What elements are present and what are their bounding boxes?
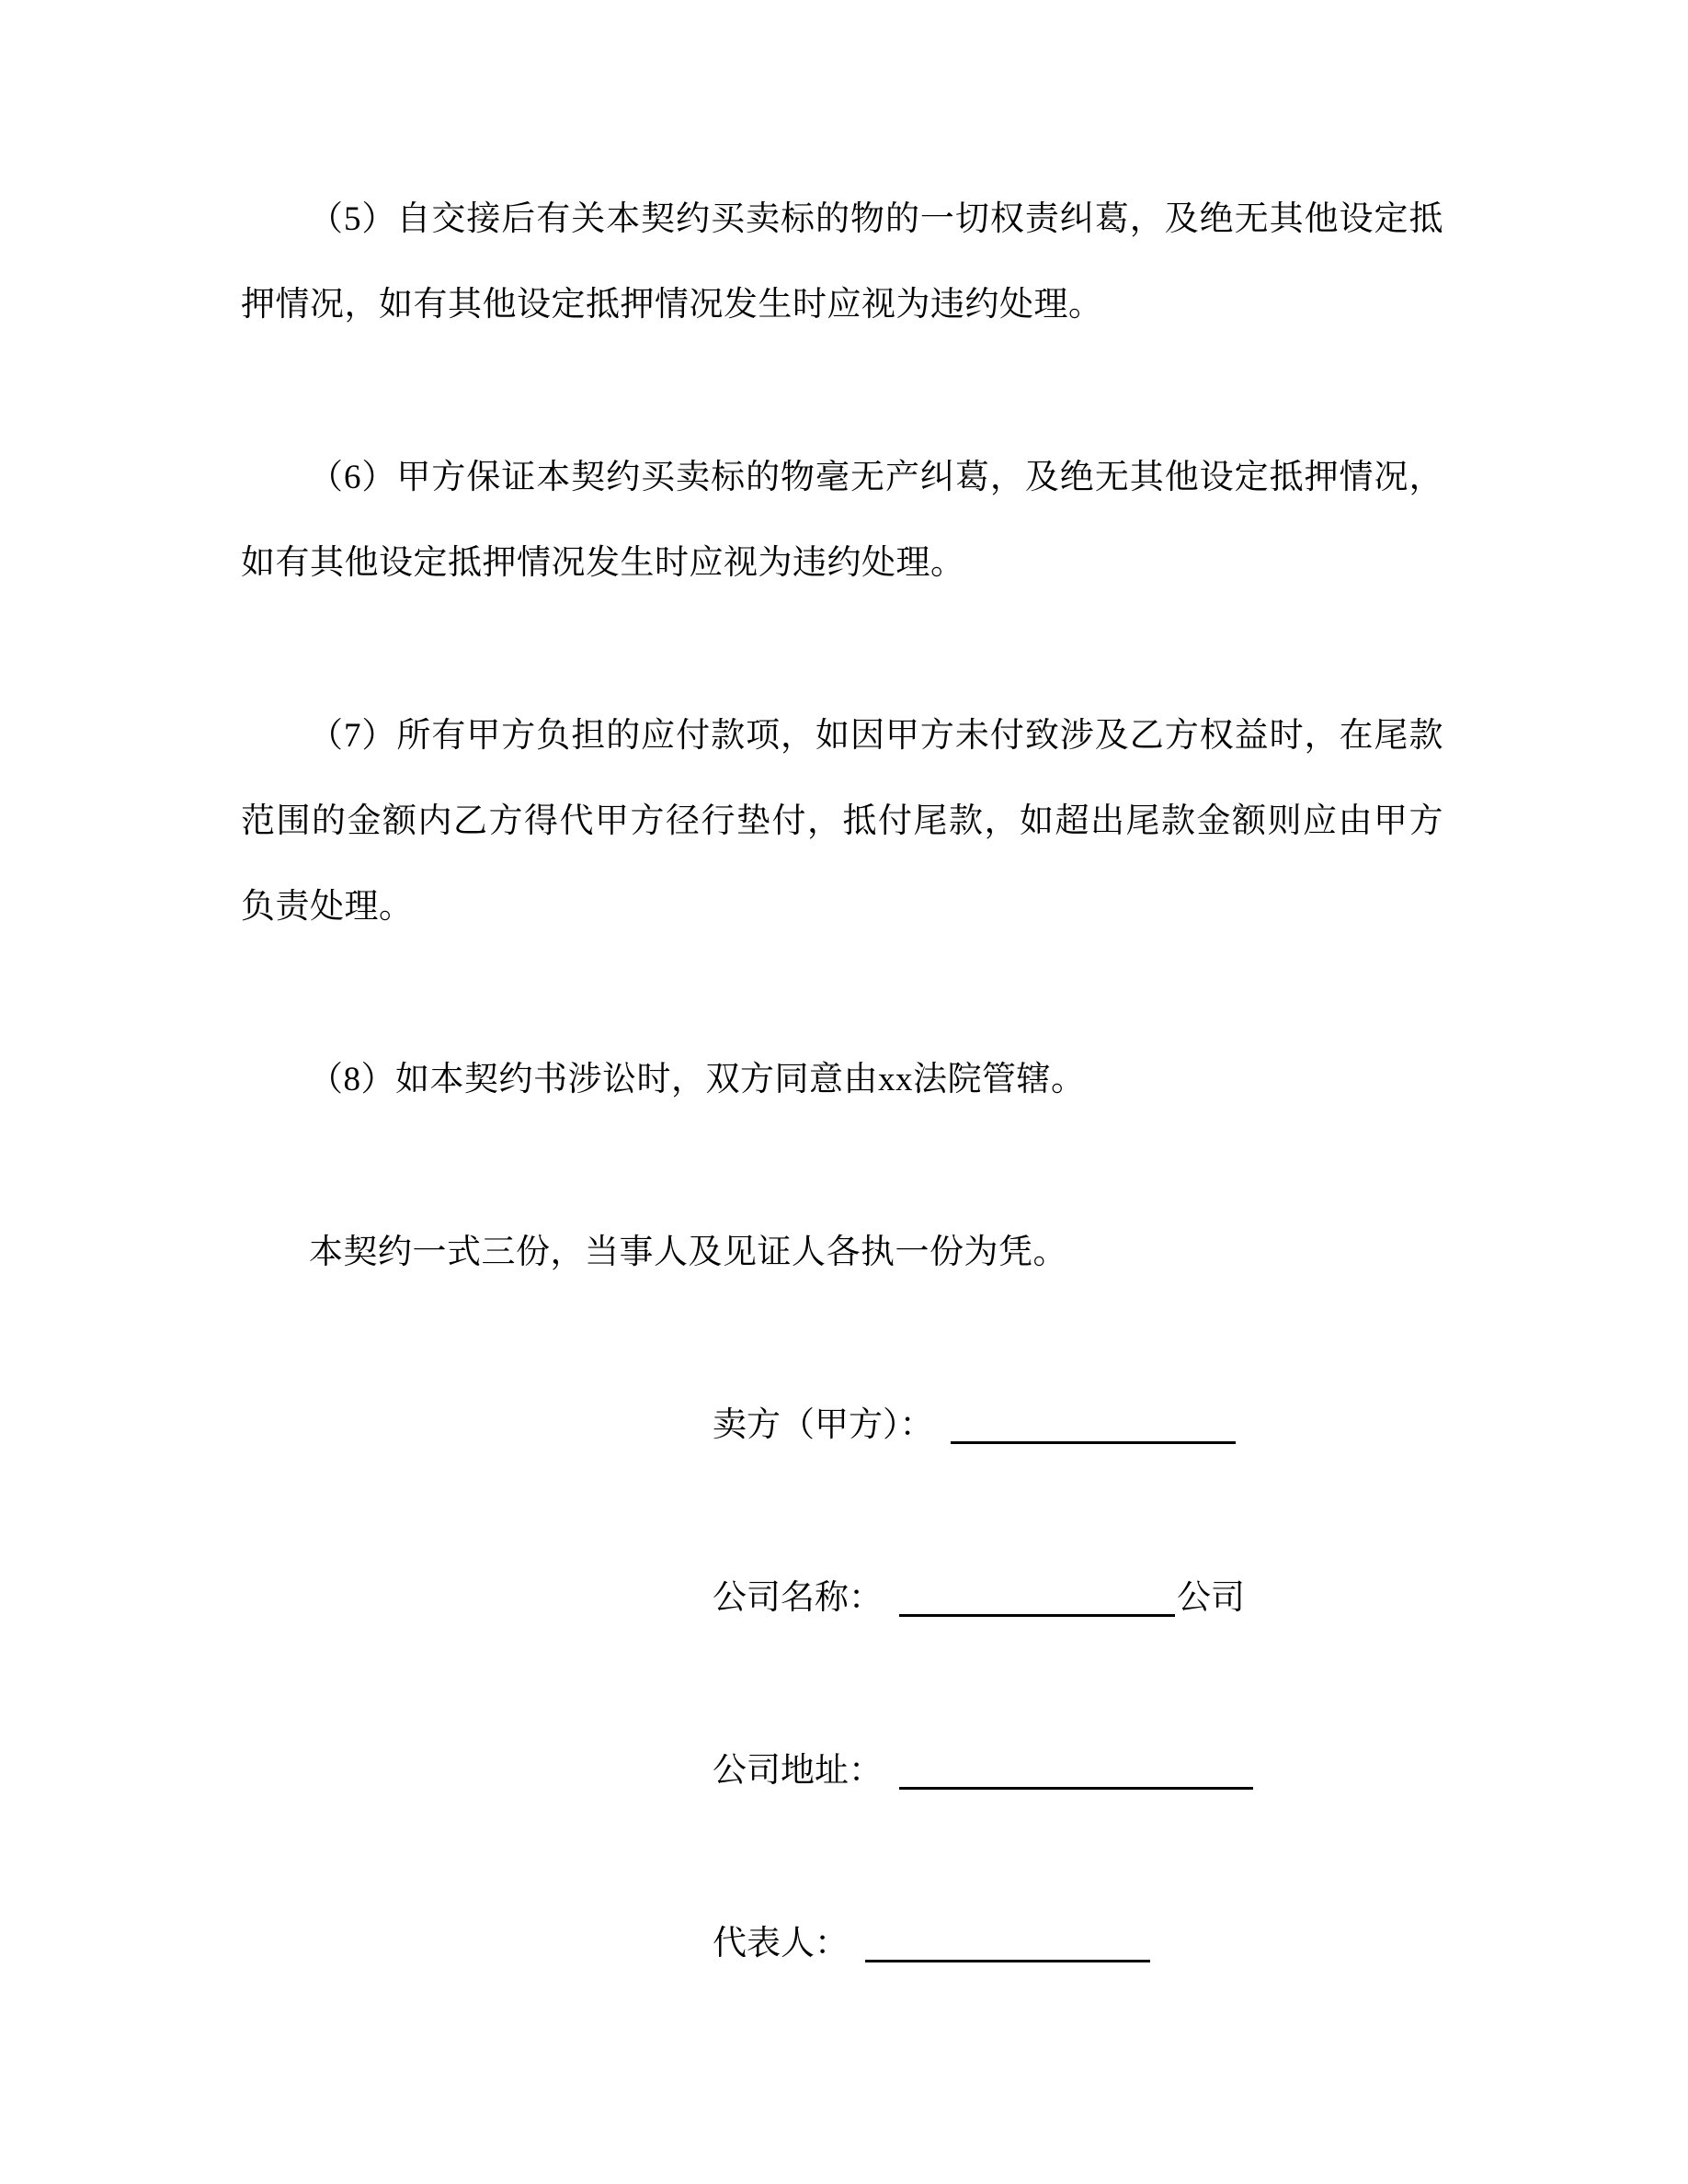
company-address-row [713,1728,1443,1814]
company-name-label: 公司名称： [713,1579,883,1617]
clause-6-paragraph: （6）甲方保证本契约买卖标的物毫无产纠葛，及绝无其他设定抵押情况，如有其他设定抵押情况发生时应视为违约处理。 [241,459,1443,582]
seller-signature-row [713,1382,1443,1468]
seller-blank-line [951,1407,1236,1444]
clause-8-paragraph: （8）如本契约书涉讼时，双方同意由xx法院管辖。 [309,1061,1086,1098]
signature-block [241,1382,1443,1986]
seller-label: 卖方（甲方）： [713,1406,934,1444]
representative-label: 代表人： [713,1925,849,1962]
closing-statement: 本契约一式三份，当事人及见证人各执一份为凭。 [309,1234,1067,1271]
representative-row [713,1901,1443,1986]
clause-7-paragraph: （7）所有甲方负担的应付款项，如因甲方未付致涉及乙方权益时，在尾款范围的金额内乙方得代甲方径行垫付，抵付尾款，如超出尾款金额则应由甲方负责处理。 [241,717,1443,926]
representative-blank-line [865,1926,1150,1962]
company-name-row [713,1555,1443,1641]
company-address-label: 公司地址： [713,1752,883,1790]
company-address-blank-line [899,1753,1253,1790]
company-name-suffix: 公司 [1177,1579,1245,1617]
clause-5-paragraph: （5）自交接后有关本契约买卖标的物的一切权责纠葛，及绝无其他设定抵押情况，如有其他设定抵押情况发生时应视为违约处理。 [241,200,1443,324]
company-name-blank-line [899,1580,1175,1617]
